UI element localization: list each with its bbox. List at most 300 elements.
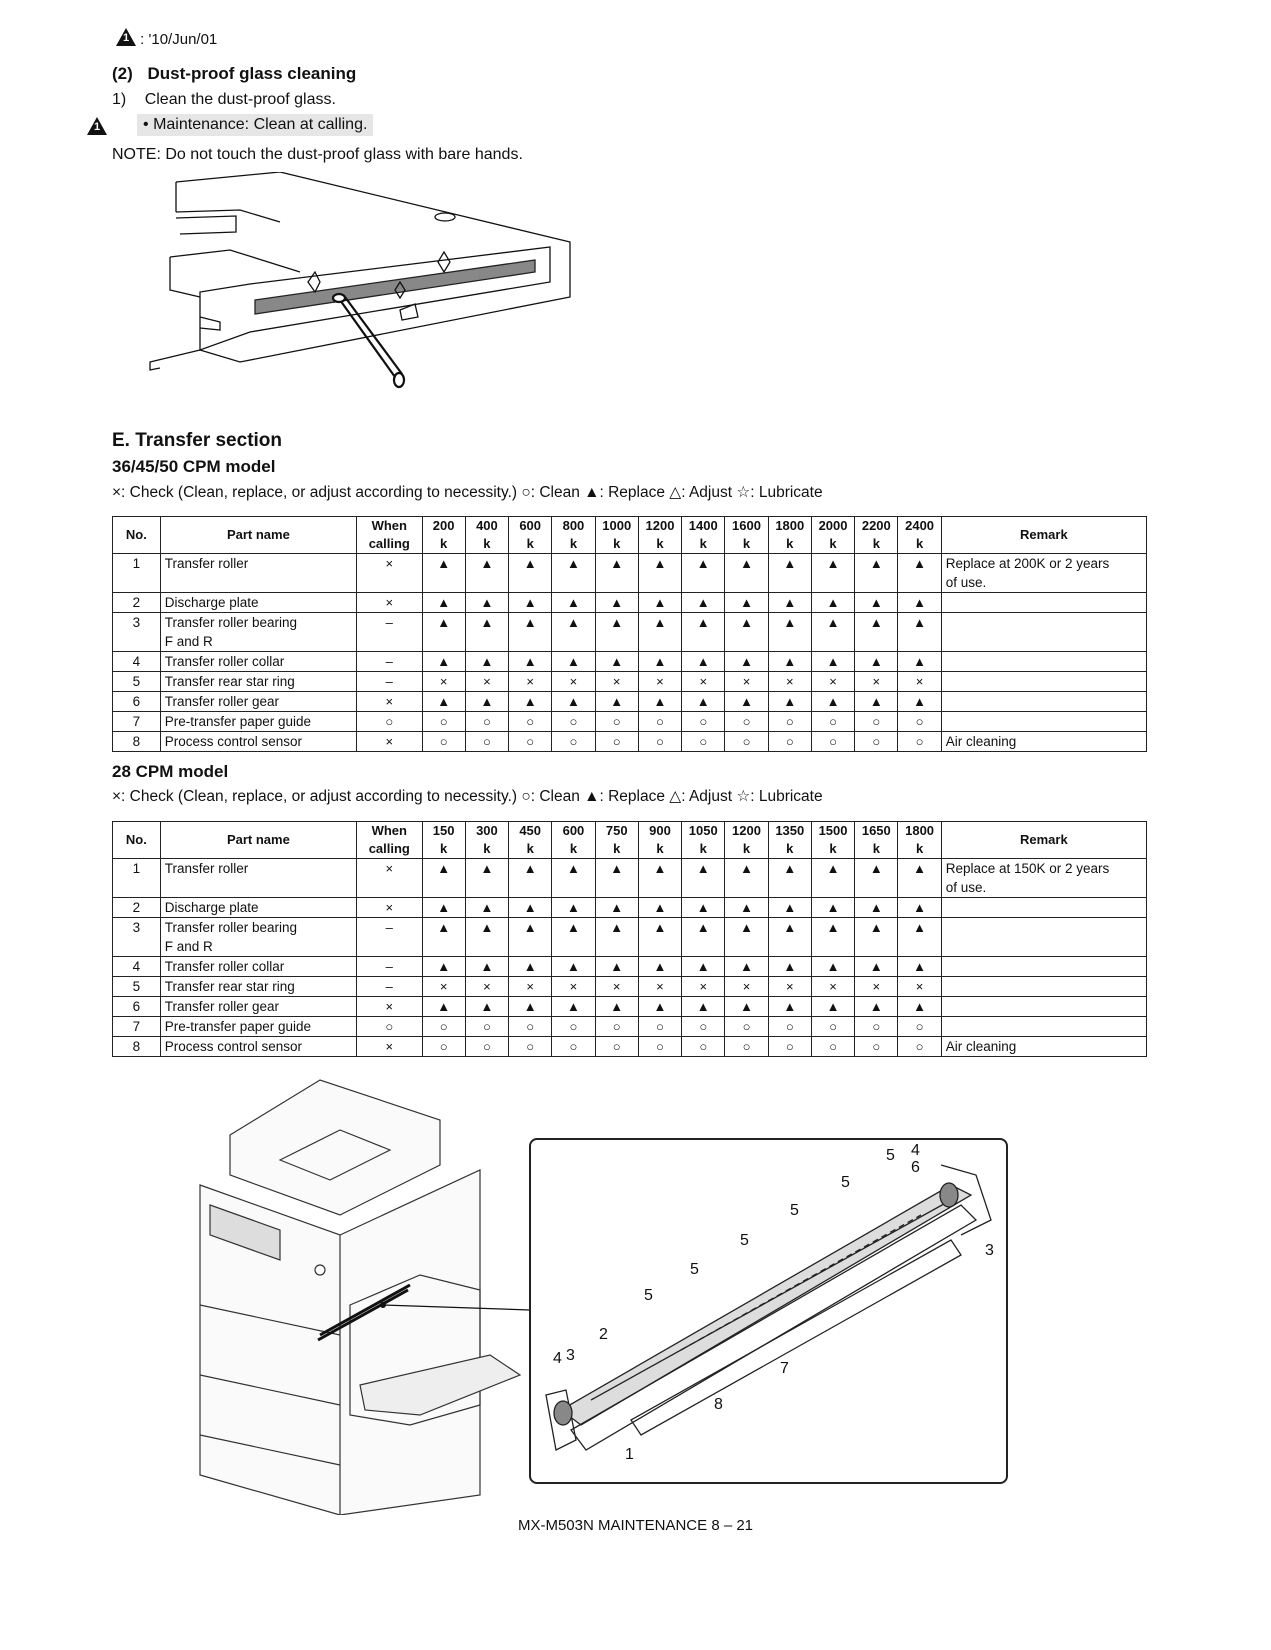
row-interval-mark: ▲ bbox=[595, 859, 638, 898]
row-interval-mark: ▲ bbox=[682, 554, 725, 593]
section-title: E. Transfer section bbox=[112, 430, 283, 451]
dust-glass-illustration bbox=[140, 172, 580, 407]
row-interval-mark: ▲ bbox=[725, 957, 768, 977]
row-interval-mark: ▲ bbox=[768, 692, 811, 712]
dust-note: NOTE: Do not touch the dust-proof glass with bare hands. bbox=[112, 146, 523, 163]
row-when-calling: × bbox=[357, 554, 422, 593]
row-interval-mark: ▲ bbox=[465, 918, 508, 957]
row-interval-mark: ▲ bbox=[422, 613, 465, 652]
row-interval-mark: ▲ bbox=[509, 898, 552, 918]
callout-2: 2 bbox=[599, 1326, 608, 1343]
copier-machine-illustration bbox=[190, 1075, 530, 1515]
row-interval-mark: × bbox=[682, 672, 725, 692]
row-interval-mark: ▲ bbox=[552, 652, 595, 672]
row-interval-mark: × bbox=[855, 672, 898, 692]
row-number: 2 bbox=[113, 593, 161, 613]
callout-5b: 5 bbox=[690, 1261, 699, 1278]
row-interval-mark: ▲ bbox=[422, 957, 465, 977]
row-interval-mark: ▲ bbox=[595, 918, 638, 957]
row-interval-mark: ▲ bbox=[768, 997, 811, 1017]
page-footer: MX-M503N MAINTENANCE 8 – 21 bbox=[517, 1517, 754, 1534]
row-interval-mark: ○ bbox=[725, 712, 768, 732]
row-remark bbox=[941, 957, 1146, 977]
row-number: 7 bbox=[113, 1017, 161, 1037]
dust-step-text: Clean the dust-proof glass. bbox=[144, 91, 336, 108]
row-interval-mark: ▲ bbox=[811, 613, 854, 652]
header-interval: 300 k bbox=[465, 822, 508, 859]
row-interval-mark: ▲ bbox=[855, 593, 898, 613]
row-number: 3 bbox=[113, 918, 161, 957]
header-interval: 2000 k bbox=[811, 517, 854, 554]
maintenance-bullet bbox=[137, 114, 373, 136]
row-part-name: Process control sensor bbox=[160, 732, 356, 752]
row-interval-mark: ○ bbox=[509, 732, 552, 752]
row-interval-mark: × bbox=[465, 672, 508, 692]
row-number: 3 bbox=[113, 613, 161, 652]
row-interval-mark: ▲ bbox=[898, 997, 941, 1017]
row-part-name: Transfer roller bbox=[160, 554, 356, 593]
row-interval-mark: ○ bbox=[725, 732, 768, 752]
row-interval-mark: ▲ bbox=[509, 593, 552, 613]
row-interval-mark: ○ bbox=[682, 1017, 725, 1037]
row-remark: Replace at 150K or 2 years of use. bbox=[941, 859, 1146, 898]
row-interval-mark: ○ bbox=[682, 712, 725, 732]
table1-legend: ×: Check (Clean, replace, or adjust according to necessity.) ○: Clean ▲: Replace △: Adjust ☆: Lubricate bbox=[112, 484, 823, 501]
table-row bbox=[113, 977, 1147, 997]
row-interval-mark: ○ bbox=[552, 1037, 595, 1057]
header-interval: 200 k bbox=[422, 517, 465, 554]
row-number: 2 bbox=[113, 898, 161, 918]
bullet-dot-icon: • bbox=[143, 116, 149, 133]
row-interval-mark: ▲ bbox=[855, 957, 898, 977]
row-part-name: Transfer roller gear bbox=[160, 692, 356, 712]
row-interval-mark: ▲ bbox=[509, 692, 552, 712]
header-no: No. bbox=[113, 822, 161, 859]
row-when-calling: × bbox=[357, 692, 422, 712]
row-interval-mark: ▲ bbox=[898, 554, 941, 593]
row-interval-mark: ▲ bbox=[682, 613, 725, 652]
row-interval-mark: ▲ bbox=[595, 997, 638, 1017]
row-interval-mark: ▲ bbox=[682, 898, 725, 918]
header-interval: 800 k bbox=[552, 517, 595, 554]
row-interval-mark: × bbox=[682, 977, 725, 997]
header-interval: 450 k bbox=[509, 822, 552, 859]
table2-legend: ×: Check (Clean, replace, or adjust according to necessity.) ○: Clean ▲: Replace △: Adjust ☆: Lubricate bbox=[112, 788, 823, 805]
row-interval-mark: ▲ bbox=[509, 652, 552, 672]
row-interval-mark: ▲ bbox=[855, 554, 898, 593]
row-interval-mark: ▲ bbox=[552, 554, 595, 593]
row-interval-mark: ▲ bbox=[768, 593, 811, 613]
row-interval-mark: ▲ bbox=[768, 613, 811, 652]
row-interval-mark: ○ bbox=[898, 1037, 941, 1057]
row-interval-mark: ▲ bbox=[638, 613, 681, 652]
row-interval-mark: ▲ bbox=[898, 593, 941, 613]
row-interval-mark: × bbox=[422, 672, 465, 692]
row-interval-mark: × bbox=[552, 672, 595, 692]
row-interval-mark: ▲ bbox=[855, 918, 898, 957]
header-part-name: Part name bbox=[160, 517, 356, 554]
row-interval-mark: ▲ bbox=[898, 957, 941, 977]
row-interval-mark: ▲ bbox=[811, 918, 854, 957]
row-interval-mark: ▲ bbox=[509, 554, 552, 593]
row-interval-mark: ▲ bbox=[725, 613, 768, 652]
header-interval: 1800 k bbox=[898, 822, 941, 859]
row-interval-mark: ○ bbox=[552, 1017, 595, 1037]
row-interval-mark: ▲ bbox=[552, 898, 595, 918]
revision-date: : '10/Jun/01 bbox=[140, 31, 218, 48]
row-remark: Replace at 200K or 2 years of use. bbox=[941, 554, 1146, 593]
table-row bbox=[113, 672, 1147, 692]
row-interval-mark: ▲ bbox=[811, 997, 854, 1017]
row-interval-mark: ▲ bbox=[855, 898, 898, 918]
row-interval-mark: ▲ bbox=[509, 997, 552, 1017]
row-interval-mark: ▲ bbox=[638, 859, 681, 898]
row-interval-mark: ▲ bbox=[855, 692, 898, 712]
row-interval-mark: ○ bbox=[898, 712, 941, 732]
row-remark bbox=[941, 652, 1146, 672]
row-interval-mark: ○ bbox=[465, 1017, 508, 1037]
callout-5d: 5 bbox=[790, 1202, 799, 1219]
row-interval-mark: ▲ bbox=[768, 859, 811, 898]
table-row bbox=[113, 1037, 1147, 1057]
header-interval: 1800 k bbox=[768, 517, 811, 554]
row-interval-mark: ▲ bbox=[465, 997, 508, 1017]
row-interval-mark: ▲ bbox=[465, 692, 508, 712]
table-row bbox=[113, 997, 1147, 1017]
callout-4-left: 4 bbox=[553, 1350, 562, 1367]
row-interval-mark: ▲ bbox=[811, 554, 854, 593]
row-interval-mark: ▲ bbox=[725, 652, 768, 672]
dust-heading-number: (2) bbox=[112, 64, 133, 83]
table-row bbox=[113, 732, 1147, 752]
row-when-calling: × bbox=[357, 1037, 422, 1057]
row-interval-mark: ▲ bbox=[811, 652, 854, 672]
row-interval-mark: ▲ bbox=[595, 957, 638, 977]
row-interval-mark: ▲ bbox=[638, 593, 681, 613]
table-row bbox=[113, 712, 1147, 732]
row-interval-mark: ▲ bbox=[509, 918, 552, 957]
row-interval-mark: ▲ bbox=[638, 554, 681, 593]
row-interval-mark: ▲ bbox=[465, 957, 508, 977]
table-row bbox=[113, 554, 1147, 593]
row-interval-mark: ○ bbox=[638, 1017, 681, 1037]
row-interval-mark: ▲ bbox=[552, 593, 595, 613]
row-when-calling: – bbox=[357, 652, 422, 672]
row-interval-mark: ▲ bbox=[811, 692, 854, 712]
row-remark bbox=[941, 712, 1146, 732]
table-row bbox=[113, 918, 1147, 957]
leader-line bbox=[380, 1300, 540, 1320]
header-when-calling: When calling bbox=[357, 822, 422, 859]
row-part-name: Transfer roller collar bbox=[160, 652, 356, 672]
row-part-name: Transfer roller bearing F and R bbox=[160, 613, 356, 652]
row-part-name: Pre-transfer paper guide bbox=[160, 1017, 356, 1037]
row-interval-mark: ▲ bbox=[638, 652, 681, 672]
row-remark bbox=[941, 977, 1146, 997]
row-interval-mark: ▲ bbox=[682, 593, 725, 613]
row-when-calling: × bbox=[357, 732, 422, 752]
row-interval-mark: × bbox=[509, 672, 552, 692]
row-part-name: Discharge plate bbox=[160, 898, 356, 918]
header-interval: 1000 k bbox=[595, 517, 638, 554]
row-interval-mark: ○ bbox=[509, 1037, 552, 1057]
row-when-calling: – bbox=[357, 918, 422, 957]
callout-6: 6 bbox=[911, 1159, 920, 1176]
row-part-name: Transfer roller bbox=[160, 859, 356, 898]
row-interval-mark: × bbox=[811, 977, 854, 997]
header-interval: 1200 k bbox=[725, 822, 768, 859]
row-interval-mark: ○ bbox=[422, 1017, 465, 1037]
row-interval-mark: ▲ bbox=[465, 859, 508, 898]
header-interval: 750 k bbox=[595, 822, 638, 859]
row-interval-mark: ▲ bbox=[465, 652, 508, 672]
row-interval-mark: ▲ bbox=[638, 918, 681, 957]
table-row bbox=[113, 593, 1147, 613]
row-interval-mark: × bbox=[725, 672, 768, 692]
header-interval: 150 k bbox=[422, 822, 465, 859]
row-interval-mark: ○ bbox=[811, 1017, 854, 1037]
row-number: 6 bbox=[113, 997, 161, 1017]
row-when-calling: – bbox=[357, 977, 422, 997]
row-interval-mark: × bbox=[595, 977, 638, 997]
row-interval-mark: ▲ bbox=[465, 898, 508, 918]
row-interval-mark: ▲ bbox=[422, 652, 465, 672]
callout-5c: 5 bbox=[740, 1232, 749, 1249]
row-interval-mark: ○ bbox=[898, 732, 941, 752]
row-interval-mark: ▲ bbox=[768, 918, 811, 957]
callout-5e: 5 bbox=[841, 1174, 850, 1191]
row-interval-mark: ▲ bbox=[552, 918, 595, 957]
callout-3-left: 3 bbox=[566, 1347, 575, 1364]
row-interval-mark: × bbox=[898, 672, 941, 692]
row-interval-mark: ○ bbox=[595, 1037, 638, 1057]
row-interval-mark: ▲ bbox=[638, 692, 681, 712]
row-interval-mark: ▲ bbox=[811, 898, 854, 918]
row-interval-mark: × bbox=[811, 672, 854, 692]
row-interval-mark: ○ bbox=[509, 1017, 552, 1037]
row-interval-mark: × bbox=[768, 977, 811, 997]
row-interval-mark: ○ bbox=[465, 1037, 508, 1057]
row-interval-mark: ▲ bbox=[725, 898, 768, 918]
row-number: 5 bbox=[113, 977, 161, 997]
row-interval-mark: ○ bbox=[855, 1017, 898, 1037]
row-number: 8 bbox=[113, 1037, 161, 1057]
header-interval: 2200 k bbox=[855, 517, 898, 554]
row-interval-mark: ○ bbox=[768, 1037, 811, 1057]
maintenance-table-28 bbox=[112, 821, 1147, 1057]
row-interval-mark: ○ bbox=[768, 712, 811, 732]
maintenance-table-36-45-50 bbox=[112, 516, 1147, 752]
table2-title: 28 CPM model bbox=[112, 762, 229, 781]
row-interval-mark: × bbox=[898, 977, 941, 997]
header-interval: 900 k bbox=[638, 822, 681, 859]
row-interval-mark: × bbox=[855, 977, 898, 997]
row-interval-mark: ▲ bbox=[422, 692, 465, 712]
row-interval-mark: ○ bbox=[811, 732, 854, 752]
row-interval-mark: ○ bbox=[768, 732, 811, 752]
row-interval-mark: ▲ bbox=[422, 997, 465, 1017]
row-remark bbox=[941, 692, 1146, 712]
row-number: 4 bbox=[113, 957, 161, 977]
row-interval-mark: ▲ bbox=[682, 652, 725, 672]
header-interval: 1650 k bbox=[855, 822, 898, 859]
callout-7: 7 bbox=[780, 1360, 789, 1377]
row-interval-mark: ○ bbox=[811, 1037, 854, 1057]
row-interval-mark: ▲ bbox=[725, 997, 768, 1017]
row-interval-mark: ▲ bbox=[422, 593, 465, 613]
header-interval: 400 k bbox=[465, 517, 508, 554]
row-interval-mark: ▲ bbox=[638, 957, 681, 977]
row-interval-mark: ▲ bbox=[552, 692, 595, 712]
row-interval-mark: ○ bbox=[811, 712, 854, 732]
row-interval-mark: ○ bbox=[422, 1037, 465, 1057]
row-when-calling: – bbox=[357, 957, 422, 977]
row-interval-mark: × bbox=[638, 977, 681, 997]
table1-title: 36/45/50 CPM model bbox=[112, 457, 276, 476]
row-remark bbox=[941, 613, 1146, 652]
row-interval-mark: ▲ bbox=[725, 554, 768, 593]
row-interval-mark: ▲ bbox=[768, 898, 811, 918]
row-interval-mark: ▲ bbox=[898, 692, 941, 712]
row-number: 4 bbox=[113, 652, 161, 672]
header-interval: 1050 k bbox=[682, 822, 725, 859]
row-remark: Air cleaning bbox=[941, 1037, 1146, 1057]
transfer-unit-illustration bbox=[531, 1140, 1002, 1478]
row-interval-mark: ▲ bbox=[898, 652, 941, 672]
row-interval-mark: ▲ bbox=[552, 859, 595, 898]
row-interval-mark: ▲ bbox=[725, 918, 768, 957]
row-interval-mark: ▲ bbox=[595, 593, 638, 613]
row-interval-mark: ▲ bbox=[552, 997, 595, 1017]
row-interval-mark: ▲ bbox=[509, 859, 552, 898]
row-interval-mark: ○ bbox=[638, 1037, 681, 1057]
row-when-calling: × bbox=[357, 859, 422, 898]
row-interval-mark: ▲ bbox=[855, 613, 898, 652]
row-remark bbox=[941, 1017, 1146, 1037]
row-interval-mark: ▲ bbox=[465, 613, 508, 652]
row-interval-mark: ▲ bbox=[898, 918, 941, 957]
row-interval-mark: ▲ bbox=[682, 997, 725, 1017]
row-remark bbox=[941, 672, 1146, 692]
row-interval-mark: × bbox=[509, 977, 552, 997]
row-remark bbox=[941, 593, 1146, 613]
row-remark bbox=[941, 898, 1146, 918]
row-interval-mark: ▲ bbox=[682, 859, 725, 898]
row-interval-mark: ▲ bbox=[465, 554, 508, 593]
row-interval-mark: ▲ bbox=[595, 898, 638, 918]
row-number: 7 bbox=[113, 712, 161, 732]
row-interval-mark: ○ bbox=[465, 712, 508, 732]
row-interval-mark: ▲ bbox=[811, 859, 854, 898]
row-interval-mark: ▲ bbox=[898, 898, 941, 918]
row-when-calling: × bbox=[357, 593, 422, 613]
row-interval-mark: × bbox=[595, 672, 638, 692]
callout-3-right: 3 bbox=[985, 1242, 994, 1259]
row-when-calling: ○ bbox=[357, 1017, 422, 1037]
row-interval-mark: ▲ bbox=[768, 652, 811, 672]
callout-5a: 5 bbox=[644, 1287, 653, 1304]
row-interval-mark: ▲ bbox=[682, 918, 725, 957]
header-interval: 1200 k bbox=[638, 517, 681, 554]
table-row bbox=[113, 898, 1147, 918]
row-interval-mark: ○ bbox=[682, 1037, 725, 1057]
row-interval-mark: ▲ bbox=[682, 692, 725, 712]
header-interval: 1350 k bbox=[768, 822, 811, 859]
table-row bbox=[113, 692, 1147, 712]
header-interval: 1400 k bbox=[682, 517, 725, 554]
row-interval-mark: ▲ bbox=[638, 898, 681, 918]
row-interval-mark: ▲ bbox=[725, 593, 768, 613]
row-when-calling: – bbox=[357, 613, 422, 652]
row-interval-mark: ○ bbox=[855, 1037, 898, 1057]
row-interval-mark: ▲ bbox=[422, 554, 465, 593]
row-interval-mark: ▲ bbox=[725, 859, 768, 898]
header-part-name: Part name bbox=[160, 822, 356, 859]
table-row bbox=[113, 1017, 1147, 1037]
row-interval-mark: ▲ bbox=[422, 898, 465, 918]
row-part-name: Transfer roller bearing F and R bbox=[160, 918, 356, 957]
row-interval-mark: ○ bbox=[595, 1017, 638, 1037]
row-interval-mark: ▲ bbox=[725, 692, 768, 712]
row-interval-mark: ○ bbox=[725, 1017, 768, 1037]
row-interval-mark: ▲ bbox=[595, 652, 638, 672]
row-part-name: Discharge plate bbox=[160, 593, 356, 613]
row-interval-mark: ▲ bbox=[638, 997, 681, 1017]
row-interval-mark: ▲ bbox=[898, 859, 941, 898]
row-remark bbox=[941, 918, 1146, 957]
row-interval-mark: × bbox=[768, 672, 811, 692]
row-part-name: Process control sensor bbox=[160, 1037, 356, 1057]
row-interval-mark: ○ bbox=[465, 732, 508, 752]
row-part-name: Transfer roller collar bbox=[160, 957, 356, 977]
row-part-name: Transfer rear star ring bbox=[160, 672, 356, 692]
row-interval-mark: ▲ bbox=[552, 613, 595, 652]
row-interval-mark: ○ bbox=[855, 712, 898, 732]
row-interval-mark: ○ bbox=[595, 732, 638, 752]
row-interval-mark: ▲ bbox=[595, 692, 638, 712]
dust-heading-text: Dust-proof glass cleaning bbox=[147, 64, 357, 83]
revision-header bbox=[116, 28, 217, 48]
row-interval-mark: ○ bbox=[682, 732, 725, 752]
row-number: 8 bbox=[113, 732, 161, 752]
row-number: 1 bbox=[113, 859, 161, 898]
row-interval-mark: ○ bbox=[638, 712, 681, 732]
callout-8: 8 bbox=[714, 1396, 723, 1413]
row-interval-mark: ○ bbox=[725, 1037, 768, 1057]
header-remark: Remark bbox=[941, 517, 1146, 554]
callout-1: 1 bbox=[625, 1446, 634, 1463]
row-interval-mark: ○ bbox=[898, 1017, 941, 1037]
table-row bbox=[113, 613, 1147, 652]
row-interval-mark: × bbox=[638, 672, 681, 692]
header-no: No. bbox=[113, 517, 161, 554]
row-when-calling: ○ bbox=[357, 712, 422, 732]
row-interval-mark: ○ bbox=[768, 1017, 811, 1037]
row-remark bbox=[941, 997, 1146, 1017]
row-part-name: Transfer roller gear bbox=[160, 997, 356, 1017]
row-interval-mark: ○ bbox=[855, 732, 898, 752]
row-number: 5 bbox=[113, 672, 161, 692]
revision-warning-icon: 1 bbox=[116, 28, 136, 46]
row-interval-mark: ▲ bbox=[811, 593, 854, 613]
row-interval-mark: ▲ bbox=[465, 593, 508, 613]
row-interval-mark: ▲ bbox=[595, 613, 638, 652]
row-when-calling: – bbox=[357, 672, 422, 692]
row-interval-mark: ▲ bbox=[422, 859, 465, 898]
row-part-name: Transfer rear star ring bbox=[160, 977, 356, 997]
table-row bbox=[113, 957, 1147, 977]
row-interval-mark: ▲ bbox=[811, 957, 854, 977]
